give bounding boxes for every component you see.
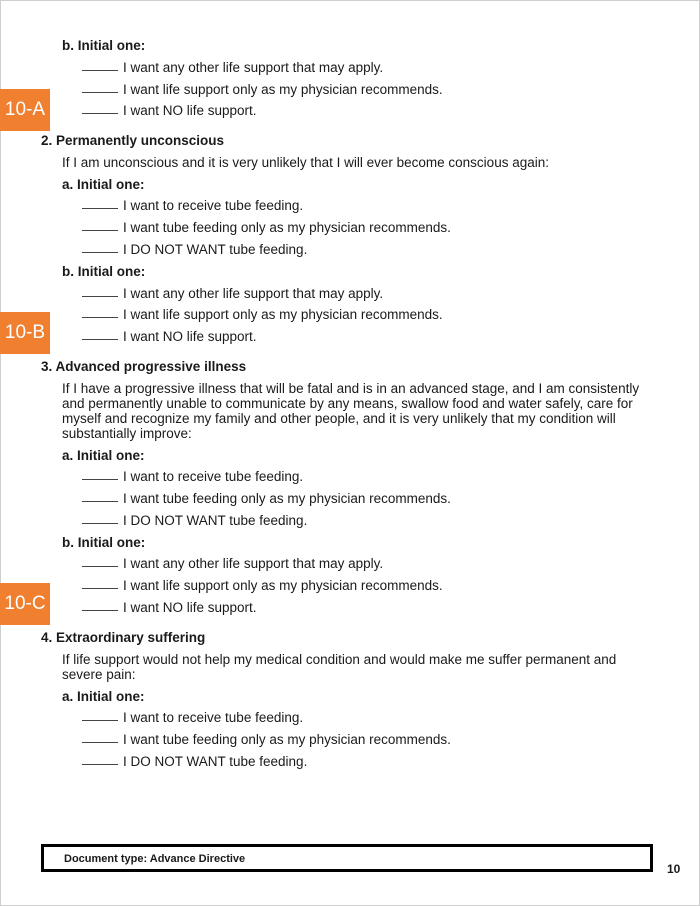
s1b-option-2[interactable]: I want life support only as my physician recommends. bbox=[82, 82, 443, 97]
s4a-option-2[interactable]: I want tube feeding only as my physician recommends. bbox=[82, 732, 451, 747]
initial-blank[interactable] bbox=[82, 764, 118, 765]
s4a-option-1[interactable]: I want to receive tube feeding. bbox=[82, 710, 303, 725]
s3b-option-2[interactable]: I want life support only as my physician recommends. bbox=[82, 578, 443, 593]
s3b-option-1[interactable]: I want any other life support that may apply. bbox=[82, 556, 383, 571]
s4-title: 4. Extraordinary suffering bbox=[41, 630, 206, 645]
initial-blank[interactable] bbox=[82, 70, 118, 71]
section-tab-10a: 10-A bbox=[0, 89, 50, 131]
s3a-option-1[interactable]: I want to receive tube feeding. bbox=[82, 469, 303, 484]
initial-blank[interactable] bbox=[82, 720, 118, 721]
document-type-label: Document type: Advance Directive bbox=[64, 853, 246, 865]
initial-blank[interactable] bbox=[82, 588, 118, 589]
initial-blank[interactable] bbox=[82, 230, 118, 231]
s2b-option-2[interactable]: I want life support only as my physician recommends. bbox=[82, 307, 443, 322]
initial-blank[interactable] bbox=[82, 296, 118, 297]
s3a-label: a. Initial one: bbox=[62, 448, 145, 463]
initial-blank[interactable] bbox=[82, 479, 118, 480]
s2a-option-3[interactable]: I DO NOT WANT tube feeding. bbox=[82, 242, 307, 257]
initial-blank[interactable] bbox=[82, 252, 118, 253]
s4a-option-3[interactable]: I DO NOT WANT tube feeding. bbox=[82, 754, 307, 769]
s2a-option-1[interactable]: I want to receive tube feeding. bbox=[82, 198, 303, 213]
s3b-option-3[interactable]: I want NO life support. bbox=[82, 600, 257, 615]
s4a-label: a. Initial one: bbox=[62, 689, 145, 704]
s1b-option-3[interactable]: I want NO life support. bbox=[82, 103, 257, 118]
initial-blank[interactable] bbox=[82, 317, 118, 318]
s2b-option-3[interactable]: I want NO life support. bbox=[82, 329, 257, 344]
page-number: 10 bbox=[667, 862, 681, 876]
initial-blank[interactable] bbox=[82, 339, 118, 340]
s2a-label: a. Initial one: bbox=[62, 177, 145, 192]
s2-title: 2. Permanently unconscious bbox=[41, 133, 225, 148]
s1b-option-1[interactable]: I want any other life support that may apply. bbox=[82, 60, 383, 75]
s2b-label: b. Initial one: bbox=[62, 264, 146, 279]
initial-blank[interactable] bbox=[82, 742, 118, 743]
initial-blank[interactable] bbox=[82, 501, 118, 502]
s3-intro: If I have a progressive illness that will be fatal and is in an advanced stage, and I am consistently and permanently unable to communicate by any means, swallow food and water safely, care for myself and recognize my family and other people, and it is very unlikely that my condition will substantially improve: bbox=[62, 381, 640, 441]
s4-intro: If life support would not help my medical condition and would make me suffer permanent and severe pain: bbox=[62, 652, 617, 682]
section-tab-10b: 10-B bbox=[0, 312, 50, 354]
s2a-option-2[interactable]: I want tube feeding only as my physician recommends. bbox=[82, 220, 451, 235]
s1b-label: b. Initial one: bbox=[62, 38, 146, 53]
s3a-option-2[interactable]: I want tube feeding only as my physician recommends. bbox=[82, 491, 451, 506]
footer-box bbox=[41, 844, 653, 872]
s3a-option-3[interactable]: I DO NOT WANT tube feeding. bbox=[82, 513, 307, 528]
section-tab-10c: 10-C bbox=[0, 583, 50, 625]
initial-blank[interactable] bbox=[82, 208, 118, 209]
s2-intro: If I am unconscious and it is very unlikely that I will ever become conscious again: bbox=[62, 155, 549, 170]
initial-blank[interactable] bbox=[82, 92, 118, 93]
s3-title: 3. Advanced progressive illness bbox=[41, 359, 247, 374]
s2b-option-1[interactable]: I want any other life support that may apply. bbox=[82, 286, 383, 301]
initial-blank[interactable] bbox=[82, 566, 118, 567]
initial-blank[interactable] bbox=[82, 113, 118, 114]
initial-blank[interactable] bbox=[82, 610, 118, 611]
s3b-label: b. Initial one: bbox=[62, 535, 146, 550]
initial-blank[interactable] bbox=[82, 523, 118, 524]
